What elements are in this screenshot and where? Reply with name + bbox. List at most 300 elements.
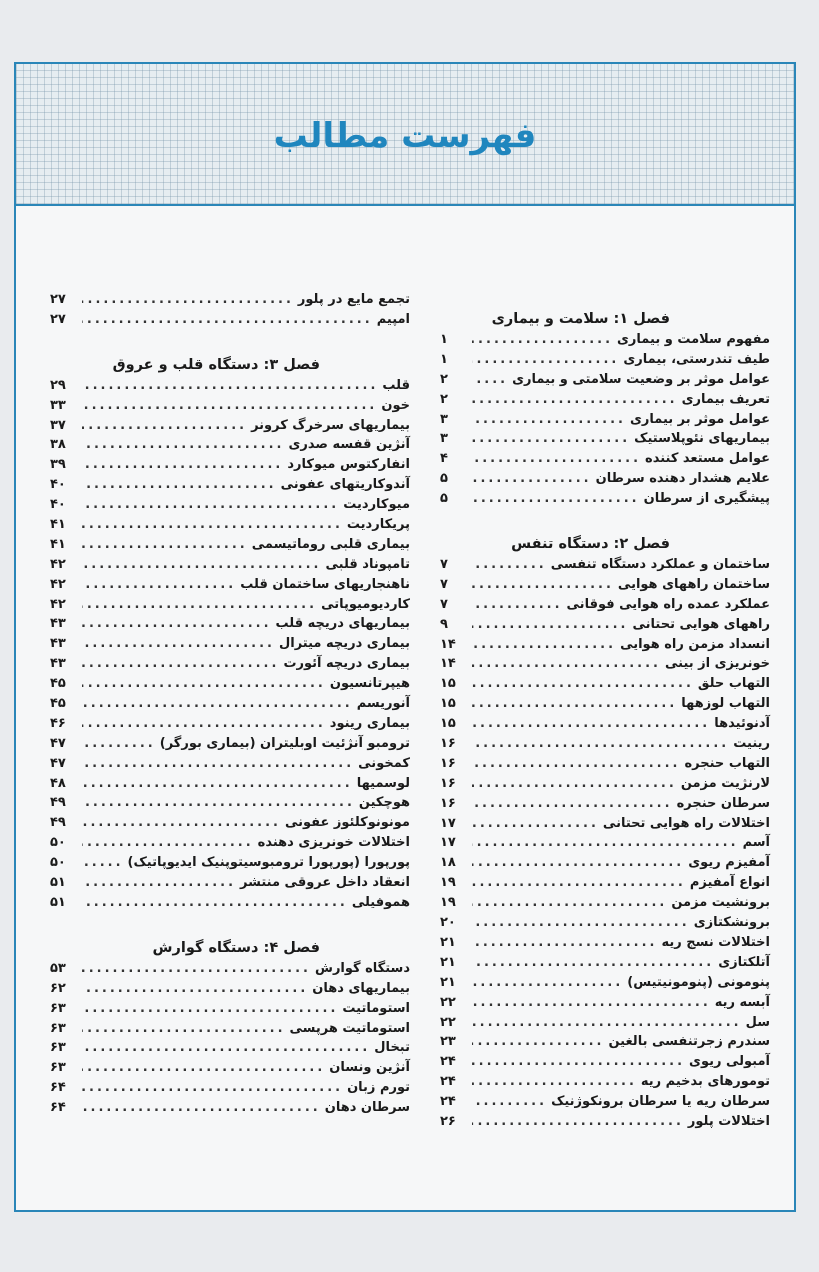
toc-entry bbox=[440, 449, 770, 469]
toc-entry-title: سرطان حنجره bbox=[676, 795, 770, 811]
dot-leader bbox=[82, 793, 355, 813]
toc-entry bbox=[440, 1032, 770, 1052]
dot-leader bbox=[472, 893, 667, 913]
dot-leader bbox=[472, 933, 657, 953]
toc-entry-title: راههای هوایی تحتانی bbox=[632, 616, 770, 632]
toc-entry bbox=[440, 714, 770, 734]
toc-entry-title: رینیت bbox=[733, 736, 770, 752]
dot-leader bbox=[82, 455, 283, 475]
dot-leader bbox=[472, 734, 729, 754]
toc-entry-page: ۶۳ bbox=[50, 1060, 66, 1076]
toc-entry bbox=[440, 429, 770, 449]
toc-entry-page: ۶۳ bbox=[50, 1000, 66, 1016]
dot-leader bbox=[82, 290, 294, 310]
toc-entry bbox=[50, 595, 410, 615]
dot-leader bbox=[82, 873, 236, 893]
toc-entry bbox=[440, 1013, 770, 1033]
toc-entry bbox=[50, 694, 410, 714]
toc-entry-title: دستگاه گوارش bbox=[315, 960, 410, 976]
toc-entry-page: ۷ bbox=[440, 557, 448, 573]
dot-leader bbox=[82, 774, 353, 794]
toc-entry-title: عوامل مستعد کننده bbox=[645, 451, 770, 467]
dot-leader bbox=[82, 694, 353, 714]
toc-entry-page: ۴۳ bbox=[50, 656, 66, 672]
toc-entry bbox=[50, 310, 410, 330]
toc-entry-page: ۴۷ bbox=[50, 735, 66, 751]
toc-entry-page: ۱ bbox=[440, 351, 448, 367]
dot-leader bbox=[472, 694, 677, 714]
toc-entry-page: ۲۹ bbox=[50, 377, 66, 393]
toc-entry bbox=[440, 933, 770, 953]
toc-entry-page: ۴۲ bbox=[50, 596, 66, 612]
toc-entry-page: ۱۹ bbox=[440, 875, 456, 891]
toc-entry-page: ۲۳ bbox=[440, 1034, 456, 1050]
toc-entry-page: ۲۷ bbox=[50, 311, 66, 327]
toc-entry-page: ۲۱ bbox=[440, 954, 456, 970]
toc-entry bbox=[50, 813, 410, 833]
toc-entry-page: ۶۴ bbox=[50, 1100, 66, 1116]
dot-leader bbox=[82, 734, 156, 754]
toc-entry-title: پنومونی (پنومونیتیس) bbox=[627, 974, 770, 990]
toc-entry bbox=[440, 833, 770, 853]
toc-entry-title: بیماریهای نئوپلاستیک bbox=[634, 431, 770, 447]
dot-leader bbox=[82, 674, 326, 694]
toc-entry-title: التهاب حنجره bbox=[684, 755, 770, 771]
toc-entry-page: ۶۴ bbox=[50, 1080, 66, 1096]
toc-entry-title: تامپوناد قلبی bbox=[325, 556, 410, 572]
toc-entry bbox=[50, 575, 410, 595]
toc-entry-title: انسداد مزمن راه هوایی bbox=[620, 636, 770, 652]
toc-entry-page: ۵۰ bbox=[50, 835, 66, 851]
toc-entry-title: خونریزی از بینی bbox=[664, 656, 770, 672]
toc-entry-title: استوماتیت bbox=[342, 1000, 410, 1016]
toc-entry-page: ۳ bbox=[440, 411, 448, 427]
dot-leader bbox=[472, 615, 628, 635]
toc-entry bbox=[440, 330, 770, 350]
toc-entry-title: هیپرتانسیون bbox=[329, 676, 410, 692]
dot-leader bbox=[82, 614, 272, 634]
dot-leader bbox=[82, 310, 373, 330]
toc-entry-page: ۴۹ bbox=[50, 815, 66, 831]
toc-entry-title: تورم زبان bbox=[347, 1080, 410, 1096]
toc-entry bbox=[440, 953, 770, 973]
toc-entry bbox=[50, 634, 410, 654]
dot-leader bbox=[472, 1052, 685, 1072]
toc-entry bbox=[440, 1092, 770, 1112]
toc-entry-page: ۱۷ bbox=[440, 835, 456, 851]
toc-entry-page: ۴۱ bbox=[50, 536, 66, 552]
toc-entry-page: ۴۳ bbox=[50, 636, 66, 652]
toc-entry bbox=[50, 290, 410, 310]
dot-leader bbox=[472, 575, 614, 595]
toc-entry bbox=[50, 833, 410, 853]
dot-leader bbox=[82, 833, 254, 853]
toc-entry bbox=[50, 873, 410, 893]
toc-entry-page: ۹ bbox=[440, 616, 448, 632]
toc-entry bbox=[50, 1038, 410, 1058]
toc-entry-page: ۴۷ bbox=[50, 755, 66, 771]
toc-entry-page: ۵ bbox=[440, 471, 448, 487]
toc-entry-title: بیماریهای دهان bbox=[312, 980, 410, 996]
toc-entry bbox=[440, 595, 770, 615]
toc-entry bbox=[50, 396, 410, 416]
toc-entry bbox=[50, 674, 410, 694]
toc-entry-page: ۴۰ bbox=[50, 477, 66, 493]
toc-entry-page: ۲۶ bbox=[440, 1113, 456, 1129]
toc-entry bbox=[440, 993, 770, 1013]
toc-entry-title: التهاب حلق bbox=[697, 676, 770, 692]
toc-entry-page: ۴۵ bbox=[50, 676, 66, 692]
toc-entry-page: ۶۳ bbox=[50, 1020, 66, 1036]
toc-entry bbox=[440, 774, 770, 794]
dot-leader bbox=[82, 654, 279, 674]
title-banner bbox=[16, 64, 794, 206]
toc-entry bbox=[50, 999, 410, 1019]
toc-entry bbox=[440, 973, 770, 993]
toc-entry bbox=[440, 794, 770, 814]
toc-entry-page: ۴۱ bbox=[50, 517, 66, 533]
chapter-heading: فصل ۲: دستگاه تنفس bbox=[511, 536, 670, 553]
toc-entry-title: پورپورا (پورپورا ترومبوسیتوپنیک ایدیوپاتیک) bbox=[127, 855, 410, 871]
dot-leader bbox=[82, 535, 248, 555]
toc-entry bbox=[50, 535, 410, 555]
toc-entry-title: التهاب لوزهها bbox=[681, 696, 770, 712]
toc-entry-page: ۲۴ bbox=[440, 1054, 456, 1070]
toc-entry-title: آنژین قفسه صدری bbox=[288, 437, 410, 453]
toc-entry-title: هوچکین bbox=[358, 795, 410, 811]
toc-entry-title: تعریف بیماری bbox=[681, 391, 770, 407]
dot-leader bbox=[82, 893, 348, 913]
toc-entry bbox=[440, 410, 770, 430]
toc-column-left bbox=[50, 290, 410, 1118]
toc-entry-page: ۱۵ bbox=[440, 716, 456, 732]
toc-entry-page: ۱۶ bbox=[440, 775, 456, 791]
toc-entry-page: ۱۵ bbox=[440, 696, 456, 712]
toc-entry-page: ۲۴ bbox=[440, 1074, 456, 1090]
toc-entry bbox=[50, 774, 410, 794]
toc-entry-title: آنژین ونسان bbox=[329, 1060, 410, 1076]
toc-entry bbox=[50, 515, 410, 535]
dot-leader bbox=[82, 979, 308, 999]
toc-entry-page: ۲ bbox=[440, 391, 448, 407]
toc-entry-title: عوامل موثر بر بیماری bbox=[629, 411, 770, 427]
page-title: فهرست مطالب bbox=[273, 116, 537, 156]
toc-entry-page: ۱۵ bbox=[440, 676, 456, 692]
dot-leader bbox=[472, 555, 547, 575]
dot-leader bbox=[472, 774, 677, 794]
toc-entry-title: سرطان دهان bbox=[324, 1100, 410, 1116]
toc-entry-title: بیماری دریچه میترال bbox=[278, 636, 410, 652]
toc-entry-title: اختلالات نسج ریه bbox=[661, 934, 770, 950]
toc-entry-page: ۱۶ bbox=[440, 755, 456, 771]
dot-leader bbox=[82, 959, 311, 979]
dot-leader bbox=[82, 555, 321, 575]
toc-entry-page: ۶۲ bbox=[50, 980, 66, 996]
toc-entry-title: ترومبو آنژئیت اوبلیتران (بیماری بورگر) bbox=[159, 735, 410, 751]
toc-entry bbox=[50, 555, 410, 575]
toc-entry-page: ۲ bbox=[440, 371, 448, 387]
toc-entry-title: بیماریهای دریچه قلب bbox=[275, 616, 410, 632]
toc-entry bbox=[50, 614, 410, 634]
toc-entry-title: بیماری رینود bbox=[329, 715, 410, 731]
dot-leader bbox=[82, 475, 277, 495]
toc-entry bbox=[50, 853, 410, 873]
dot-leader bbox=[472, 873, 686, 893]
toc-entry-title: سل bbox=[745, 1014, 770, 1030]
toc-entry-title: آنوریسم bbox=[356, 696, 410, 712]
toc-entry-page: ۵ bbox=[440, 491, 448, 507]
dot-leader bbox=[472, 489, 640, 509]
toc-entry bbox=[440, 1072, 770, 1092]
toc-entry-title: کاردیومیوپاتی bbox=[321, 596, 410, 612]
toc-entry-title: آبسه ریه bbox=[714, 994, 770, 1010]
toc-entry-page: ۱۹ bbox=[440, 895, 456, 911]
toc-entry bbox=[440, 390, 770, 410]
toc-entry bbox=[50, 416, 410, 436]
toc-entry-title: طیف تندرستی، بیماری bbox=[623, 351, 770, 367]
toc-entry-page: ۱۶ bbox=[440, 736, 456, 752]
toc-entry bbox=[440, 489, 770, 509]
toc-entry-title: آتلکتازی bbox=[718, 954, 770, 970]
dot-leader bbox=[82, 396, 377, 416]
dot-leader bbox=[472, 1072, 637, 1092]
toc-entry-page: ۱۷ bbox=[440, 815, 456, 831]
toc-entry-page: ۶۳ bbox=[50, 1040, 66, 1056]
toc-entry bbox=[50, 1019, 410, 1039]
toc-entry-title: انفارکتوس میوکارد bbox=[287, 457, 410, 473]
toc-entry-page: ۱۶ bbox=[440, 795, 456, 811]
toc-entry-title: پریکاردیت bbox=[346, 517, 410, 533]
toc-entry-title: سرطان ریه یا سرطان برونکوژنیک bbox=[551, 1094, 770, 1110]
dot-leader bbox=[472, 595, 563, 615]
toc-entry-title: ناهنجاریهای ساختمان قلب bbox=[240, 576, 410, 592]
toc-entry bbox=[440, 1112, 770, 1132]
dot-leader bbox=[472, 449, 641, 469]
toc-entry bbox=[440, 734, 770, 754]
toc-entry-page: ۲۱ bbox=[440, 974, 456, 990]
dot-leader bbox=[472, 853, 684, 873]
dot-leader bbox=[82, 515, 343, 535]
toc-entry-page: ۷ bbox=[440, 576, 448, 592]
toc-entry bbox=[50, 1098, 410, 1118]
toc-entry-page: ۲۷ bbox=[50, 292, 66, 307]
toc-entry-title: ساختمان و عملکرد دستگاه تنفسی bbox=[550, 557, 770, 573]
toc-entry-title: مفهوم سلامت و بیماری bbox=[617, 332, 770, 347]
toc-entry bbox=[50, 475, 410, 495]
dot-leader bbox=[82, 376, 378, 396]
dot-leader bbox=[472, 674, 694, 694]
toc-entry-title: پیشگیری از سرطان bbox=[643, 491, 770, 507]
dot-leader bbox=[82, 634, 275, 654]
dot-leader bbox=[82, 754, 354, 774]
toc-entry-title: قلب bbox=[382, 377, 410, 393]
dot-leader bbox=[472, 953, 714, 973]
toc-entry-page: ۱۴ bbox=[440, 656, 456, 672]
toc-entry-page: ۴۸ bbox=[50, 775, 66, 791]
toc-entry bbox=[440, 853, 770, 873]
toc-entry bbox=[440, 694, 770, 714]
toc-entry-title: لارنژیت مزمن bbox=[680, 775, 770, 791]
toc-entry-page: ۳ bbox=[440, 431, 448, 447]
toc-entry-title: علایم هشدار دهنده سرطان bbox=[595, 471, 770, 487]
toc-entry-title: عملکرد عمده راه هوایی فوقانی bbox=[566, 596, 770, 612]
toc-entry-title: مونونوکلئوز عفونی bbox=[284, 815, 410, 831]
toc-entry bbox=[50, 714, 410, 734]
toc-entry-title: امپیم bbox=[376, 311, 410, 327]
dot-leader bbox=[472, 654, 661, 674]
toc-column-right bbox=[440, 308, 770, 1132]
toc-entry-page: ۲۴ bbox=[440, 1094, 456, 1110]
toc-entry-title: میوکاردیت bbox=[343, 497, 410, 513]
dot-leader bbox=[472, 754, 680, 774]
toc-entry bbox=[50, 979, 410, 999]
toc-entry bbox=[440, 893, 770, 913]
toc-entry-page: ۷ bbox=[440, 596, 448, 612]
toc-entry bbox=[50, 793, 410, 813]
toc-entry-title: خون bbox=[381, 397, 410, 413]
toc-entry-page: ۱۸ bbox=[440, 855, 456, 871]
toc-entry-title: عوامل موثر بر وضعیت سلامتی و بیماری bbox=[512, 371, 770, 387]
toc-entry-page: ۲۲ bbox=[440, 1014, 456, 1030]
toc-entry-page: ۱ bbox=[440, 332, 448, 347]
toc-entry bbox=[440, 1052, 770, 1072]
toc-entry-title: آسم bbox=[742, 835, 770, 851]
toc-entry-title: انعقاد داخل عروقی منتشر bbox=[240, 875, 410, 891]
toc-entry-page: ۴ bbox=[440, 451, 448, 467]
toc-entry bbox=[440, 350, 770, 370]
dot-leader bbox=[82, 595, 317, 615]
toc-entry bbox=[440, 615, 770, 635]
toc-entry bbox=[50, 376, 410, 396]
dot-leader bbox=[472, 1092, 547, 1112]
toc-entry-title: آدنوئیدها bbox=[714, 716, 770, 732]
dot-leader bbox=[472, 913, 690, 933]
dot-leader bbox=[82, 495, 339, 515]
toc-entry-page: ۴۰ bbox=[50, 497, 66, 513]
toc-entry bbox=[50, 893, 410, 913]
toc-entry-title: کمخونی bbox=[358, 755, 410, 771]
dot-leader bbox=[472, 370, 508, 390]
dot-leader bbox=[472, 1112, 684, 1132]
toc-entry-page: ۳۷ bbox=[50, 417, 66, 433]
dot-leader bbox=[82, 1058, 325, 1078]
toc-entry bbox=[440, 469, 770, 489]
toc-entry bbox=[50, 1078, 410, 1098]
toc-entry-title: برونشکتازی bbox=[693, 915, 770, 931]
dot-leader bbox=[472, 973, 623, 993]
dot-leader bbox=[82, 1038, 370, 1058]
toc-entry-page: ۳۳ bbox=[50, 397, 66, 413]
dot-leader bbox=[472, 410, 626, 430]
toc-entry bbox=[50, 959, 410, 979]
toc-entry-page: ۲۱ bbox=[440, 934, 456, 950]
toc-entry bbox=[440, 555, 770, 575]
dot-leader bbox=[472, 833, 739, 853]
dot-leader bbox=[82, 714, 326, 734]
toc-entry bbox=[50, 455, 410, 475]
toc-entry-title: اختلالات راه هوایی تحتانی bbox=[602, 815, 770, 831]
dot-leader bbox=[472, 1013, 742, 1033]
toc-entry bbox=[50, 734, 410, 754]
toc-entry-page: ۴۹ bbox=[50, 795, 66, 811]
dot-leader bbox=[82, 853, 124, 873]
toc-entry-title: لوسمیها bbox=[356, 775, 410, 791]
toc-entry-title: آمبولی ریوی bbox=[689, 1054, 770, 1070]
toc-entry bbox=[50, 754, 410, 774]
toc-entry bbox=[440, 635, 770, 655]
dot-leader bbox=[82, 813, 281, 833]
toc-entry-page: ۳۸ bbox=[50, 437, 66, 453]
toc-entry-page: ۴۳ bbox=[50, 616, 66, 632]
toc-entry-title: برونشیت مزمن bbox=[671, 895, 770, 911]
dot-leader bbox=[472, 794, 673, 814]
toc-entry bbox=[440, 370, 770, 390]
dot-leader bbox=[472, 1032, 604, 1052]
dot-leader bbox=[472, 350, 619, 370]
chapter-heading: فصل ۴: دستگاه گوارش bbox=[152, 939, 320, 956]
toc-entry-title: تبخال bbox=[374, 1040, 410, 1056]
toc-entry-page: ۳۹ bbox=[50, 457, 66, 473]
toc-entry-page: ۲۲ bbox=[440, 994, 456, 1010]
toc-entry-title: اختلالات خونریزی دهنده bbox=[257, 835, 410, 851]
toc-entry bbox=[440, 754, 770, 774]
toc-entry-title: بیماریهای سرخرگ کرونر bbox=[251, 417, 410, 433]
toc-entry-title: آمفیزم ریوی bbox=[688, 855, 770, 871]
toc-entry bbox=[440, 913, 770, 933]
chapter-heading: فصل ۳: دستگاه قلب و عروق bbox=[112, 356, 320, 373]
toc-entry bbox=[50, 654, 410, 674]
toc-entry bbox=[440, 873, 770, 893]
toc-entry-page: ۵۰ bbox=[50, 855, 66, 871]
toc-entry-page: ۴۲ bbox=[50, 576, 66, 592]
dot-leader bbox=[82, 435, 284, 455]
toc-entry-page: ۲۰ bbox=[440, 915, 456, 931]
toc-entry-title: اختلالات پلور bbox=[687, 1113, 770, 1129]
toc-entry-title: بیماری قلبی روماتیسمی bbox=[251, 536, 410, 552]
toc-entry bbox=[440, 654, 770, 674]
dot-leader bbox=[472, 635, 616, 655]
dot-leader bbox=[82, 1078, 343, 1098]
chapter-heading: فصل ۱: سلامت و بیماری bbox=[491, 311, 670, 327]
dot-leader bbox=[82, 575, 236, 595]
dot-leader bbox=[472, 814, 599, 834]
toc-entry-page: ۵۱ bbox=[50, 875, 66, 891]
toc-entry-page: ۴۲ bbox=[50, 556, 66, 572]
toc-entry bbox=[440, 814, 770, 834]
toc-entry-title: بیماری دریچه آئورت bbox=[283, 656, 410, 672]
toc-entry-title: استوماتیت هرپسی bbox=[289, 1020, 410, 1036]
dot-leader bbox=[472, 330, 613, 350]
toc-entry-title: تومورهای بدخیم ریه bbox=[640, 1074, 770, 1090]
dot-leader bbox=[472, 993, 711, 1013]
dot-leader bbox=[472, 390, 678, 410]
toc-entry-title: انواع آمفیزم bbox=[689, 875, 770, 891]
toc-entry-title: آندوکاریتهای عفونی bbox=[280, 477, 410, 493]
toc-entry-title: هموفیلی bbox=[351, 894, 410, 910]
toc-entry-page: ۴۵ bbox=[50, 696, 66, 712]
dot-leader bbox=[472, 469, 592, 489]
toc-entry bbox=[440, 674, 770, 694]
toc-entry bbox=[440, 575, 770, 595]
toc-entry-title: سندرم زجرتنفسی بالغین bbox=[608, 1034, 770, 1050]
toc-entry-page: ۵۱ bbox=[50, 894, 66, 910]
toc-entry bbox=[50, 435, 410, 455]
toc-entry-page: ۴۶ bbox=[50, 715, 66, 731]
toc-entry-title: ساختمان راههای هوایی bbox=[617, 576, 770, 592]
toc-entry bbox=[50, 495, 410, 515]
dot-leader bbox=[82, 1098, 321, 1118]
toc-entry bbox=[50, 1058, 410, 1078]
